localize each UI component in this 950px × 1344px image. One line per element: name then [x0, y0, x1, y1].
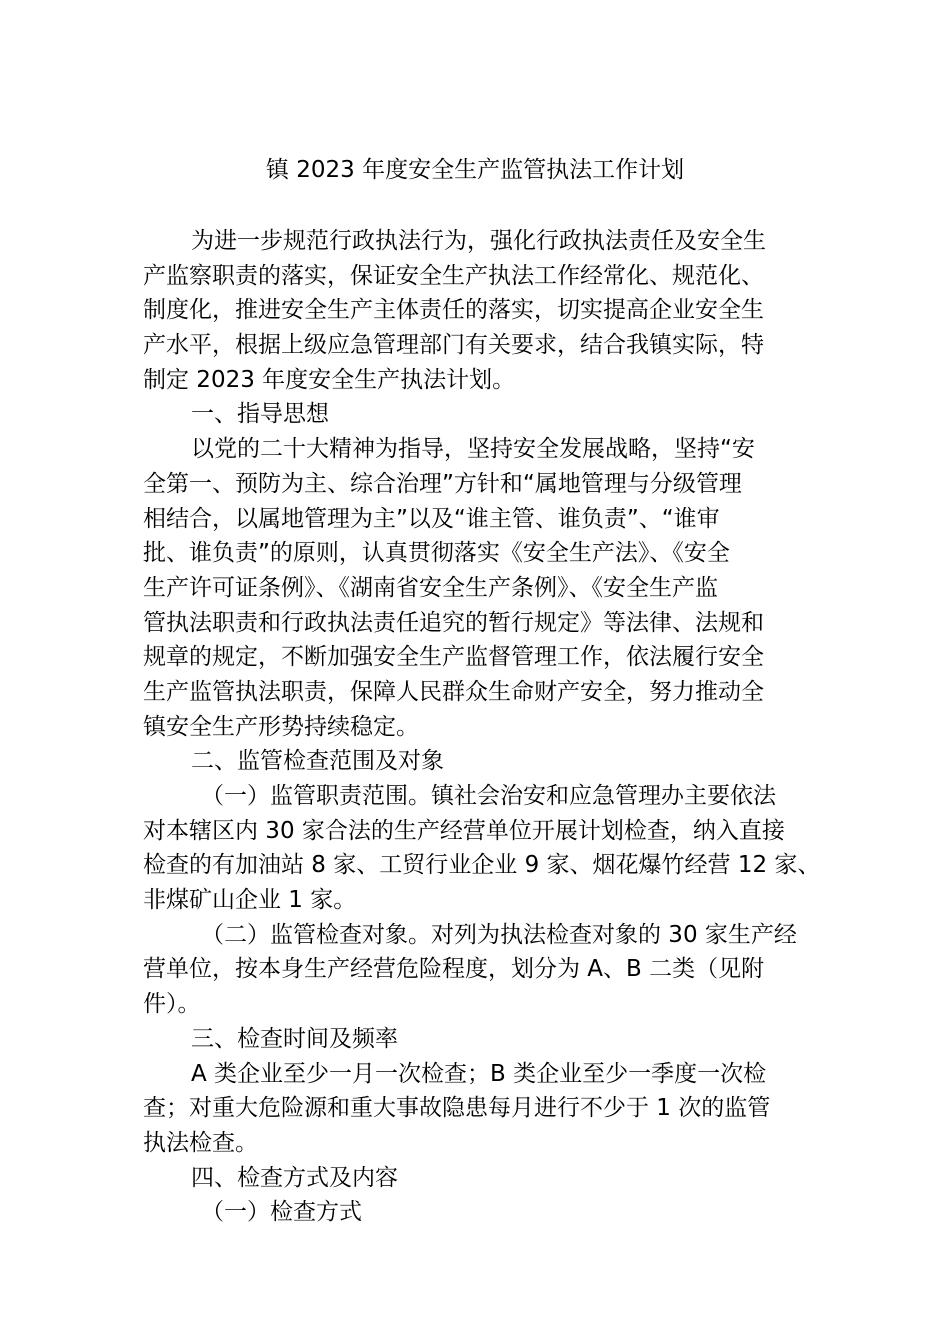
paragraph-line: 对本辖区内 30 家合法的生产经营单位开展计划检查，纳入直接 [143, 817, 785, 844]
paragraph-line: 规章的规定，不断加强安全生产监督管理工作，依法履行安全 [143, 644, 764, 671]
paragraph-line: 相结合，以属地管理为主”以及“谁主管、谁负责”、“谁审 [143, 505, 720, 532]
paragraph-line: 产水平，根据上级应急管理部门有关要求，结合我镇实际，特 [143, 332, 764, 359]
paragraph-line: 管执法职责和行政执法责任追究的暂行规定》等法律、法规和 [143, 609, 764, 636]
paragraph-line: （二）监管检查对象。对列为执法检查对象的 30 家生产经 [201, 921, 797, 948]
document-title: 镇 2023 年度安全生产监管执法工作计划 [265, 157, 685, 183]
paragraph-line: 查；对重大危险源和重大事故隐患每月进行不少于 1 次的监管 [143, 1095, 771, 1122]
paragraph-line: 营单位，按本身生产经营危险程度，划分为 A、B 二类（见附 [143, 956, 765, 983]
paragraph-line: 全第一、预防为主、综合治理”方针和“属地管理与分级管理 [143, 470, 742, 497]
section-heading: 四、检查方式及内容 [191, 1164, 398, 1191]
paragraph-line: 生产监管执法职责，保障人民群众生命财产安全，努力推动全 [143, 678, 764, 705]
paragraph-line: 为进一步规范行政执法行为，强化行政执法责任及安全生 [191, 228, 766, 254]
paragraph-line: 镇安全生产形势持续稳定。 [143, 713, 419, 740]
paragraph-line: 产监察职责的落实，保证安全生产执法工作经常化、规范化、 [143, 262, 764, 289]
paragraph-line: 生产许可证条例》、《湖南省安全生产条例》、《安全生产监 [143, 574, 718, 601]
paragraph-line: A 类企业至少一月一次检查；B 类企业至少一季度一次检 [191, 1060, 767, 1087]
subsection-heading: （一）检查方式 [201, 1199, 362, 1226]
paragraph-line: 制度化，推进安全生产主体责任的落实，切实提高企业安全生 [143, 297, 764, 324]
paragraph-line: 件）。 [143, 991, 201, 1018]
paragraph-line: 以党的二十大精神为指导，坚持安全发展战略，坚持“安 [191, 436, 755, 463]
document-body [143, 224, 821, 1230]
paragraph-line: 制定 2023 年度安全生产执法计划。 [143, 366, 516, 393]
paragraph-line: 检查的有加油站 8 家、工贸行业企业 9 家、烟花爆竹经营 12 家、 [143, 852, 821, 879]
section-heading: 一、指导思想 [191, 401, 329, 428]
paragraph-line: （一）监管职责范围。镇社会治安和应急管理办主要依法 [201, 783, 776, 809]
paragraph-line: 执法检查。 [143, 1129, 258, 1156]
section-heading: 二、监管检查范围及对象 [191, 748, 444, 775]
paragraph-line: 批、谁负责”的原则，认真贯彻落实《安全生产法》、《安全 [143, 540, 730, 567]
paragraph-line: 非煤矿山企业 1 家。 [143, 887, 357, 914]
section-heading: 三、检查时间及频率 [191, 1025, 398, 1052]
